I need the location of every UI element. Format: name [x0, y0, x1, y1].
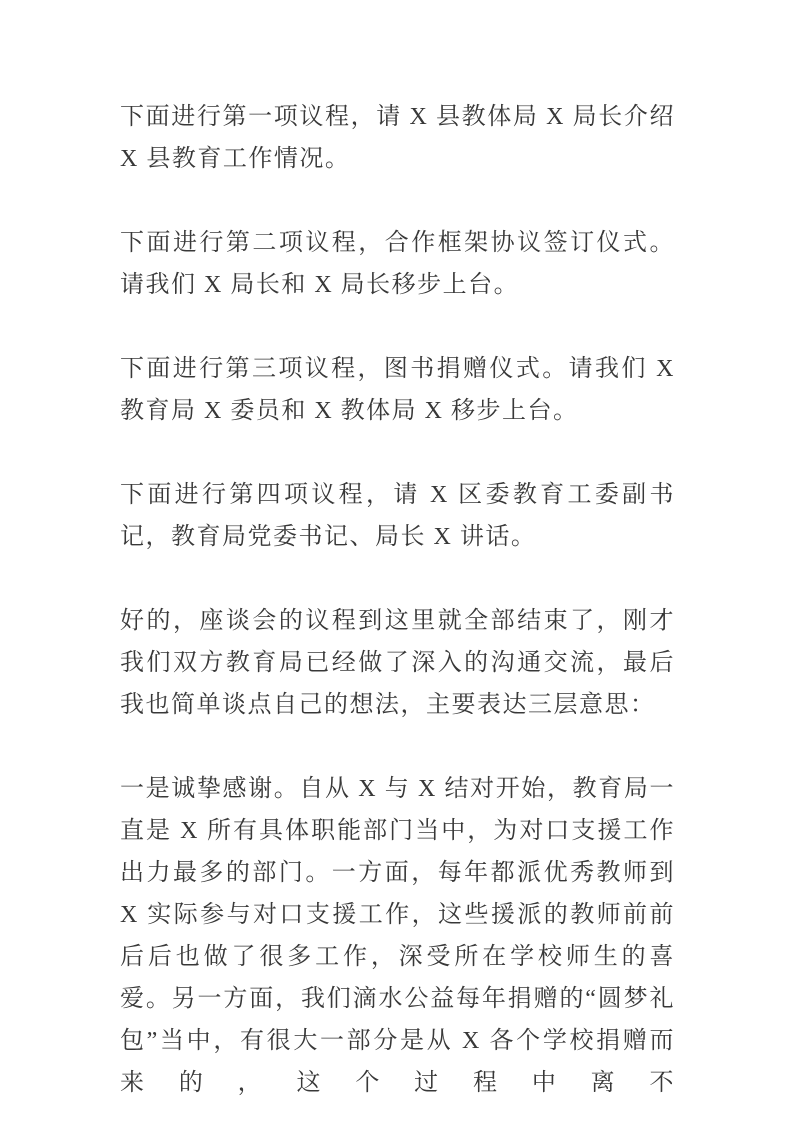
paragraph: 下面进行第二项议程，合作框架协议签订仪式。请我们 X 局长和 X 局长移步上台。 [120, 230, 675, 298]
document-body [120, 96, 675, 1104]
paragraph: 下面进行第三项议程，图书捐赠仪式。请我们 X 教育局 X 委员和 X 教体局 X 移步上台。 [120, 356, 675, 424]
paragraph: 下面进行第一项议程，请 X 县教体局 X 局长介绍 X 县教育工作情况。 [120, 104, 675, 172]
paragraph: 下面进行第四项议程，请 X 区委教育工委副书记，教育局党委书记、局长 X 讲话。 [120, 482, 675, 550]
paragraph: 好的，座谈会的议程到这里就全部结束了，刚才我们双方教育局已经做了深入的沟通交流，最后我也简单谈点自己的想法，主要表达三层意思： [120, 608, 675, 718]
paragraph: 一是诚挚感谢。自从 X 与 X 结对开始，教育局一直是 X 所有具体职能部门当中，为对口支援工作出力最多的部门。一方面，每年都派优秀教师到 X 实际参与对口支援工作，这些援派的教师前前后后也做了很多工作，深受所在学校师生的喜爱。另一方面，我们滴水公益每年捐赠的“圆梦礼包”当中，有很大一部分是从 X 各个学校捐赠而来的，这个过程中离不 [120, 776, 675, 1096]
